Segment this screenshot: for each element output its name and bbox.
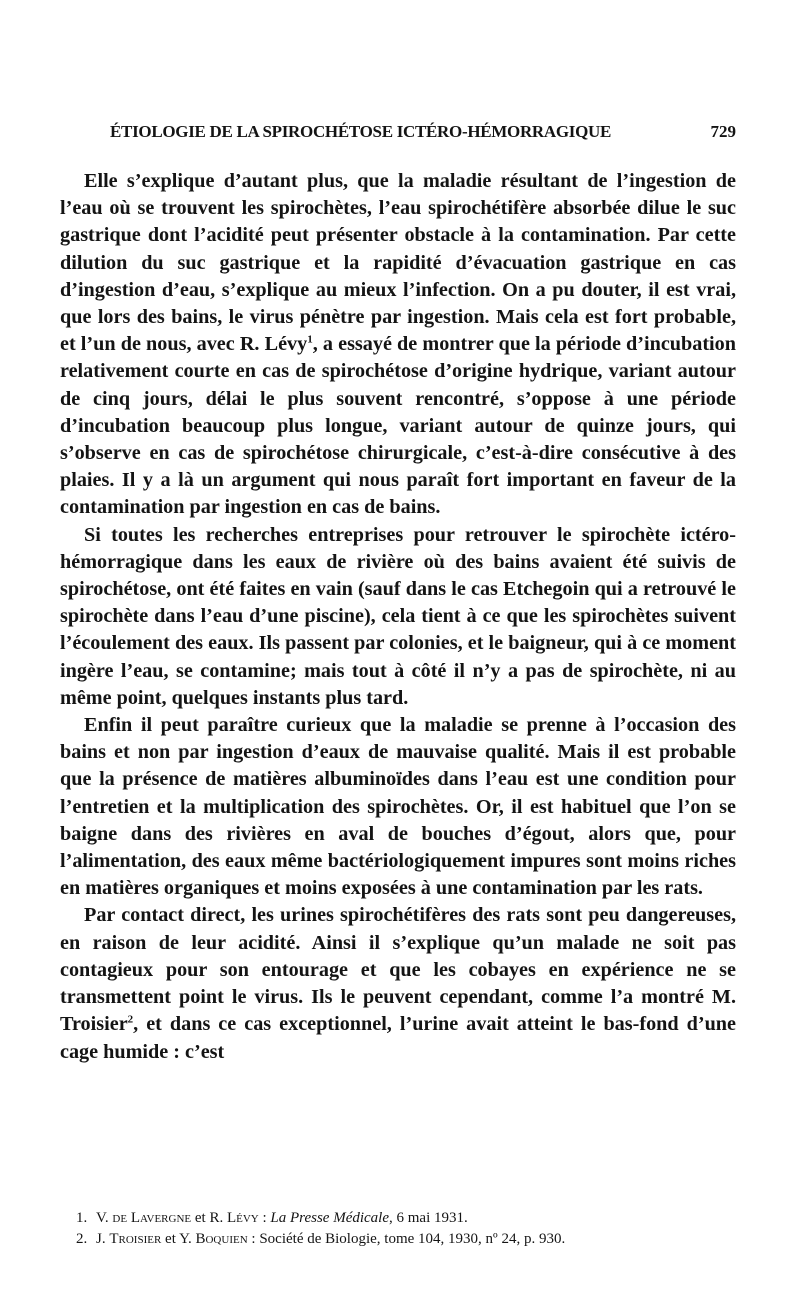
footnote-1-author1-particle: de xyxy=(112,1210,128,1226)
footnote-1-conj: et xyxy=(191,1210,210,1226)
footnote-ref-2: 2 xyxy=(127,1013,134,1026)
paragraph-2: Si toutes les recherches entreprises pour retrouver le spirochète ictéro-hémorragique dans les eaux de rivière où des bains avaient été suivis de spirochétose, ont été faites en vain (sauf dans le cas Etchegoin qui a retrouvé le spirochète dans l’eau d’une piscine), cela tient à ce que les spirochètes suivent l’écoulement des eaux. Ils passent par colonies, et le baigneur, qui à ce moment ingère l’eau, se contamine; mais tout à côté il n’y a pas de spirochète, ni au même point, quelques instants plus tard. xyxy=(60,523,736,709)
footnote-2-author2-name: Boquien xyxy=(195,1231,248,1247)
paragraph-1-part-b: , a essayé de montrer que la période d’incubation relativement courte en cas de spirochétose d’origine hydrique, variant autour de cinq jours, délai le plus souvent rencontré, s’oppose à une période d’incubation beaucoup plus longue, variant autour de quinze jours, qui s’observe en cas de spirochétose chirurgicale, c’est-à-dire consécutive à des plaies. Il y a là un argument qui nous paraît fort important en faveur de la contamination par ingestion en cas de bains. xyxy=(60,333,736,519)
body-text xyxy=(60,168,736,1066)
book-page xyxy=(60,118,736,1066)
footnote-1-pre: V. xyxy=(96,1210,113,1226)
footnote-2-author2-initial: Y. xyxy=(179,1231,196,1247)
running-title: ÉTIOLOGIE DE LA SPIROCHÉTOSE ICTÉRO-HÉMORRAGIQUE xyxy=(110,122,612,141)
footnote-2-number: 2. xyxy=(76,1231,88,1247)
footnote-ref-1: 1 xyxy=(307,333,313,346)
paragraph-4 xyxy=(60,902,736,1065)
running-head xyxy=(60,118,736,148)
footnote-2-conj: et xyxy=(161,1231,180,1247)
footnotes xyxy=(76,1208,756,1250)
footnote-2-author1-name: Troisier xyxy=(109,1231,162,1247)
footnote-2-rest: : Société de Biologie, tome 104, 1930, nº 24, p. 930. xyxy=(247,1231,566,1247)
footnote-1-number: 1. xyxy=(76,1210,88,1226)
paragraph-1-part-a: Elle s’explique d’autant plus, que la maladie résultant de l’ingestion de l’eau où se trouvent les spirochètes, l’eau spirochétifère absorbée dilue le suc gastrique dont l’acidité peut présenter obstacle à la contamination. Par cette dilution du suc gastrique et la rapidité d’évacuation gastrique en cas d’ingestion d’eau, s’explique au mieux l’infection. On a pu douter, il est vrai, que lors des bains, le virus pénètre par ingestion. Mais cela est fort probable, et l’un de nous, avec R. Lévy xyxy=(60,170,736,356)
footnote-1 xyxy=(76,1208,756,1229)
page-number: 729 xyxy=(710,122,736,141)
paragraph-1 xyxy=(60,168,736,522)
paragraph-4-part-b: , et dans ce cas exceptionnel, l’urine avait atteint le bas-fond d’une cage humide : c’est xyxy=(60,1013,736,1063)
footnote-1-author1-name: Lavergne xyxy=(130,1210,192,1226)
paragraph-3: Enfin il peut paraître curieux que la maladie se prenne à l’occasion des bains et non par ingestion d’eaux de mauvaise qualité. Mais il est probable que la présence de matières albuminoïdes dans l’eau est une condition pour l’entretien et la multiplication des spirochètes. Or, il est habituel que l’on se baigne dans des rivières en aval de bouches d’égout, alors que, pour l’alimentation, des eaux même bactériologiquement impures sont moins riches en matières organiques et moins exposées à une contamination par les rats. xyxy=(60,714,736,900)
footnote-2 xyxy=(76,1229,756,1250)
footnote-1-author2-initial: R. xyxy=(209,1210,227,1226)
footnote-1-journal: La Presse Médicale xyxy=(270,1210,390,1226)
footnote-1-sep: : xyxy=(258,1210,271,1226)
footnote-1-rest: , 6 mai 1931. xyxy=(389,1210,468,1226)
footnote-2-pre: J. xyxy=(96,1231,110,1247)
footnote-1-author2-name: Lévy xyxy=(226,1210,259,1226)
paragraph-4-part-a: Par contact direct, les urines spirochétifères des rats sont peu dangereuses, en raison de leur acidité. Ainsi il s’explique qu’un malade ne soit pas contagieux pour son entourage et que les cobayes en expérience ne se transmettent point le virus. Ils le peuvent cependant, comme l’a montré M. Troisier xyxy=(60,904,736,1036)
